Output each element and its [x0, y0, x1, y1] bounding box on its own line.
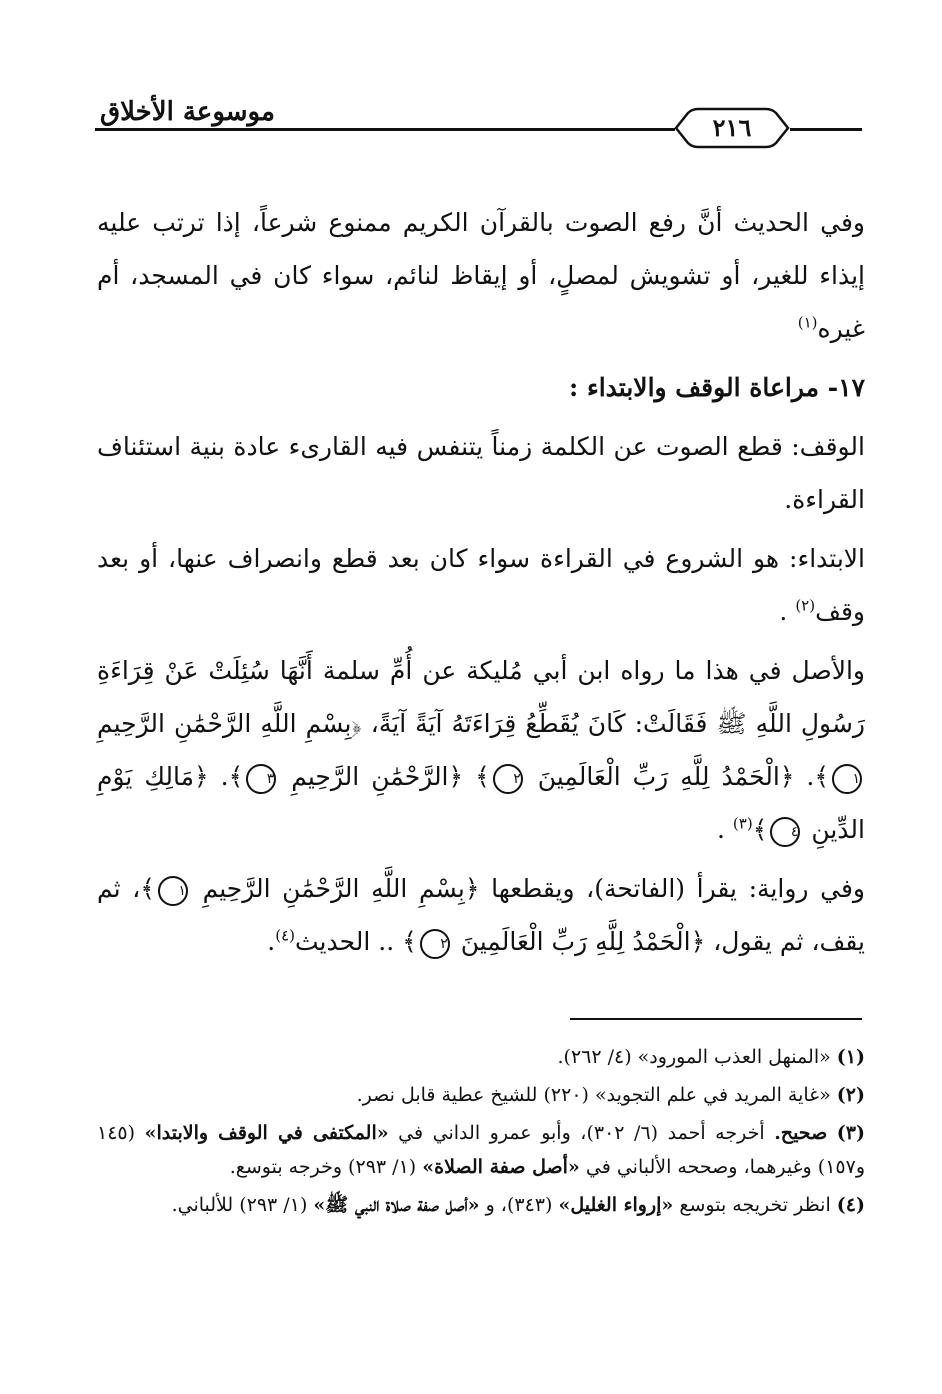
- footnote-3: [97, 1116, 865, 1184]
- footnote-source-title: «المكتفى في الوقف والابتدا»: [144, 1122, 389, 1144]
- footnote-text: (١/ ٢٩٣) للألباني.: [171, 1194, 308, 1216]
- ayah-number-marker: ٢: [420, 929, 450, 959]
- footnote-text: «غاية المريد في علم التجويد» (٢٢٠) للشيخ عطية قابل نصر.: [356, 1084, 831, 1106]
- footnote-ref-1: (١): [797, 313, 818, 332]
- paragraph-1: [97, 196, 865, 355]
- paragraph-end: .: [779, 597, 788, 626]
- paragraph-end: .: [267, 927, 276, 956]
- ayah-number-marker: ١: [832, 764, 862, 794]
- paragraph-text: وفي الحديث أنَّ رفع الصوت بالقرآن الكريم ممنوع شرعاً، إذا ترتب عليه إيذاء للغير، أو تشويش لمصلٍ، أو إيقاظ لنائم، سواء كان في المسجد، أم غيره: [97, 208, 865, 343]
- footnote-grade: صحيح.: [774, 1122, 828, 1144]
- footnote-1: [97, 1040, 865, 1074]
- paragraph-text: وفي رواية: يقرأ (الفاتحة)، ويقطعها ﴿بِسْمِ اللَّهِ الرَّحْمَٰنِ الرَّحِيمِ: [202, 874, 865, 903]
- footnote-number: (٢): [836, 1084, 865, 1106]
- footnotes: [97, 1040, 865, 1226]
- paragraph-text: ﴾ ﴿الرَّحْمَٰنِ الرَّحِيمِ: [291, 762, 490, 791]
- footnote-number: (٤): [836, 1194, 865, 1216]
- footnote-source-title: «إرواء الغليل»: [558, 1194, 674, 1216]
- ayah-number-marker: ٤: [770, 817, 800, 847]
- paragraph-text: ﴾. ﴿الْحَمْدُ لِلَّهِ رَبِّ الْعَالَمِينَ: [537, 762, 829, 791]
- paragraph-5: [97, 862, 865, 968]
- paragraph-text: ﴾، ثم يقف، ثم يقول، ﴿الْحَمْدُ لِلَّهِ رَبِّ الْعَالَمِينَ: [97, 874, 865, 956]
- footnote-text: «المنهل العذب المورود» (٤/ ٢٦٢).: [557, 1046, 831, 1068]
- footnote-number: (٣): [836, 1122, 865, 1144]
- ayah-number-marker: ١: [158, 876, 188, 906]
- paragraph-text: ﴾: [752, 815, 768, 844]
- ayah-number-marker: ٣: [246, 764, 276, 794]
- header-rule-right: [790, 128, 862, 131]
- footnote-number: (١): [836, 1046, 865, 1068]
- ayah-number-marker: ٢: [493, 764, 523, 794]
- footnote-ref-4: (٤): [275, 926, 295, 945]
- paragraph-text: الابتداء: هو الشروع في القراءة سواء كان بعد قطع وانصراف عنها، أو بعد وقف: [97, 544, 865, 626]
- running-header-title: موسوعة الأخلاق: [100, 97, 275, 127]
- paragraph-end: .: [717, 815, 725, 844]
- paragraph-2: الوقف: قطع الصوت عن الكلمة زمناً يتنفس فيه القارىء عادة بنية استئناف القراءة.: [97, 432, 865, 514]
- footnote-text: انظر تخريجه بتوسع: [679, 1194, 831, 1216]
- footnote-2: [97, 1078, 865, 1112]
- page-number-box: [672, 107, 792, 149]
- footnote-ref-3: (٣): [732, 814, 753, 833]
- page-number: ٢١٦: [712, 113, 752, 142]
- paragraph-4: [97, 644, 865, 856]
- section-heading: ١٧- مراعاة الوقف والابتداء :: [569, 373, 865, 402]
- paragraph-text: ﴾ .. الحديث: [294, 927, 417, 956]
- paragraph-text: ﴾. ﴿مَالِكِ يَوْمِ الدِّينِ: [97, 762, 865, 844]
- footnote-text: (١/ ٢٩٣) وخرجه بتوسع.: [229, 1156, 417, 1178]
- footnote-text: (٣٤٣)، و: [485, 1194, 553, 1216]
- paragraph-3: [97, 532, 865, 638]
- main-text: [97, 196, 865, 974]
- footnote-ref-2: (٢): [795, 596, 816, 615]
- footnote-source-title: «أصل صفة صلاة النبي ﷺ»: [313, 1194, 480, 1216]
- footnote-source-title: «أصل صفة الصلاة»: [422, 1156, 580, 1178]
- footnote-text: (١٤٥ و١٥٧) وغيرهما، وصححه الألباني في: [97, 1122, 865, 1178]
- footnote-4: [97, 1188, 865, 1222]
- paragraph-text: والأصل في هذا ما رواه ابن أبي مُليكة عن أُمِّ سلمة أَنَّهَا سُئِلَتْ عَنْ قِرَاءَةِ رَسُولِ اللَّهِ ﷺ فَقَالَتْ: كَانَ يُقَطِّعُ قِرَاءَتَهُ آيَةً آيَةً، ﴿بِسْمِ اللَّهِ الرَّحْمَٰنِ الرَّحِيمِ: [97, 656, 865, 738]
- footnote-separator: [570, 1018, 862, 1020]
- footnote-text: أخرجه أحمد (٦/ ٣٠٢)، وأبو عمرو الداني في: [398, 1122, 765, 1144]
